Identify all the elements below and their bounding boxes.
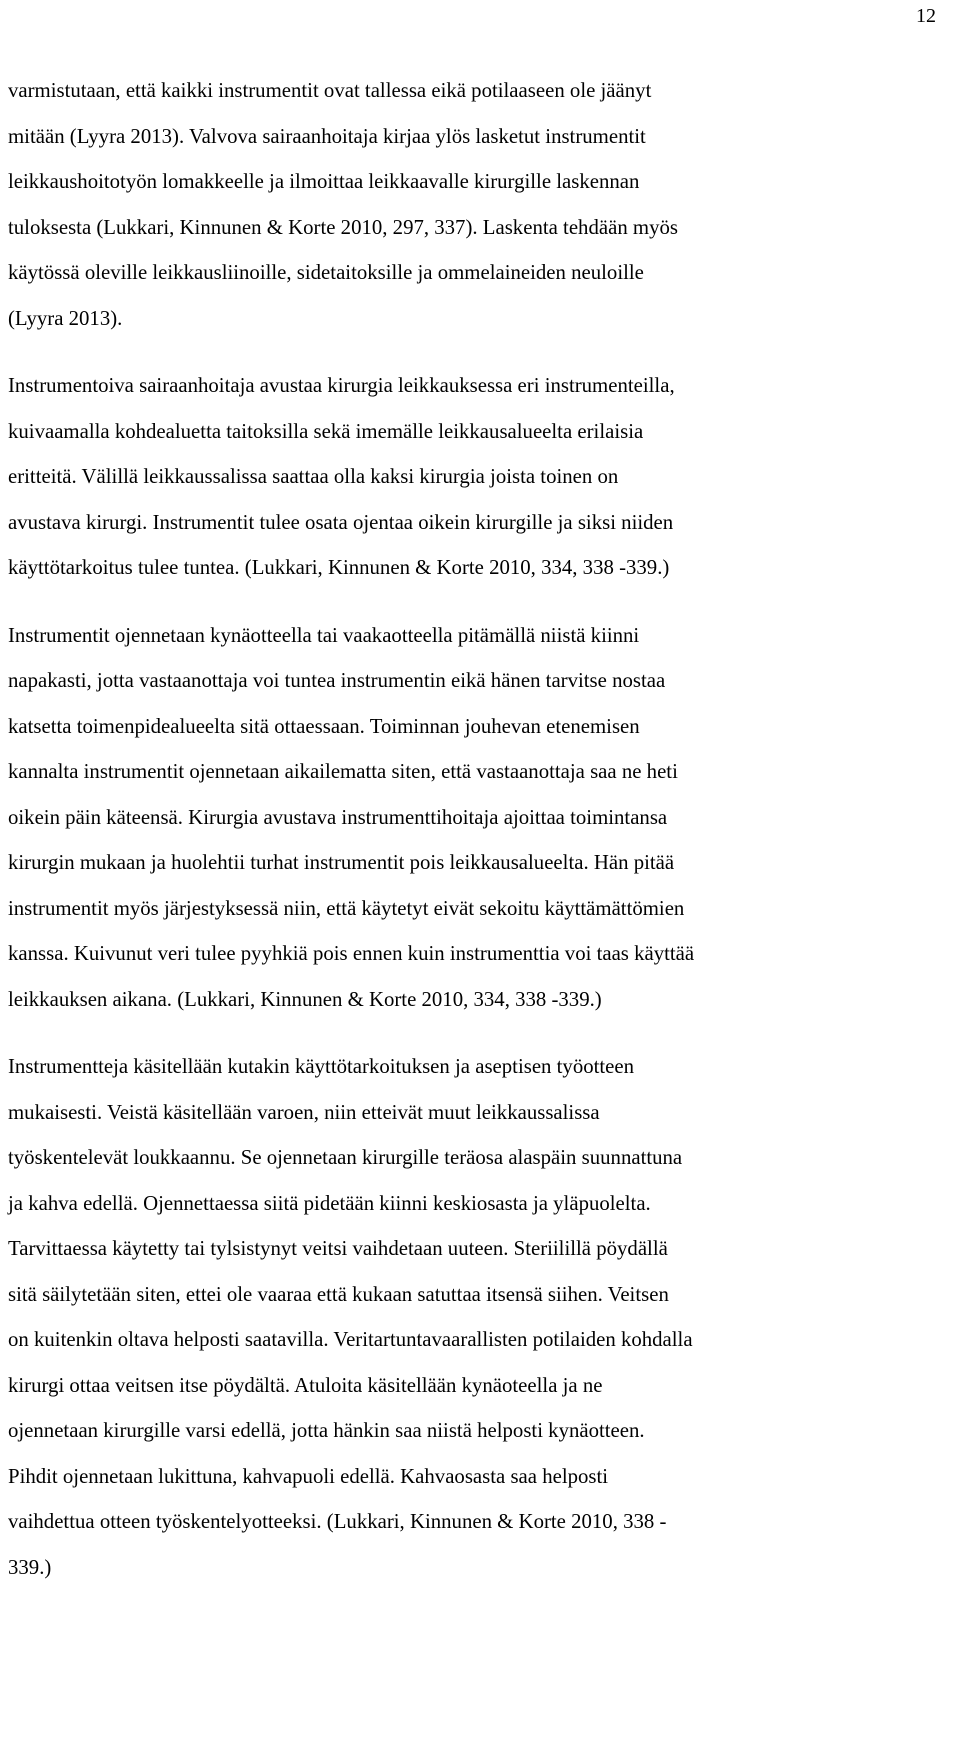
text-line: ojennetaan kirurgille varsi edellä, jotta hänkin saa niistä helposti kynäotteen. [8, 1419, 645, 1442]
text-line: leikkauksen aikana. (Lukkari, Kinnunen & Korte 2010, 334, 338 -339.) [8, 987, 602, 1011]
text-line: käytössä oleville leikkausliinoille, sidetaitoksille ja ommelaineiden neuloille [8, 261, 644, 284]
text-line: sitä säilytetään siten, ettei ole vaaraa että kukaan satuttaa itsensä siihen. Veitsen [8, 1282, 669, 1306]
text-line: leikkaushoitotyön lomakkeelle ja ilmoittaa leikkaavalle kirurgille laskennan [8, 170, 640, 193]
text-line: katsetta toimenpidealueelta sitä ottaessaan. Toiminnan jouhevan etenemisen [8, 714, 640, 738]
text-line: Instrumentoiva sairaanhoitaja avustaa kirurgia leikkauksessa eri instrumenteilla, [8, 374, 675, 397]
text-line: kuivaamalla kohdealuetta taitoksilla sekä imemälle leikkausalueelta erilaisia [8, 419, 644, 443]
text-line: eritteitä. Välillä leikkaussalissa saattaa olla kaksi kirurgia joista toinen on [8, 465, 619, 488]
text-line: mukaisesti. Veistä käsitellään varoen, niin etteivät muut leikkaussalissa [8, 1100, 600, 1124]
text-line: työskentelevät loukkaannu. Se ojennetaan kirurgille teräosa alaspäin suunnattuna [8, 1146, 683, 1169]
text-line: kirurgi ottaa veitsen itse pöydältä. Atuloita käsitellään kynäoteella ja ne [8, 1373, 603, 1397]
paragraph-2 [8, 363, 953, 591]
text-line: instrumentit myös järjestyksessä niin, että käytetyt eivät sekoitu käyttämättömien [8, 896, 685, 920]
text-line: varmistutaan, että kaikki instrumentit ovat tallessa eikä potilaaseen ole jäänyt [8, 79, 652, 102]
text-line: käyttötarkoitus tulee tuntea. (Lukkari, Kinnunen & Korte 2010, 334, 338 -339.) [8, 556, 670, 579]
text-line: on kuitenkin oltava helposti saatavilla. Veritartuntavaarallisten potilaiden kohdalla [8, 1328, 693, 1351]
text-line: ja kahva edellä. Ojennettaessa siitä pidetään kiinni keskiosasta ja yläpuolelta. [8, 1191, 651, 1215]
paragraph-1 [8, 68, 953, 341]
text-line: 339.) [8, 1555, 52, 1579]
paragraph-4 [8, 1044, 953, 1590]
text-line: avustava kirurgi. Instrumentit tulee osata ojentaa oikein kirurgille ja siksi niiden [8, 510, 674, 534]
text-line: vaihdettua otteen työskentelyotteeksi. (Lukkari, Kinnunen & Korte 2010, 338 - [8, 1510, 667, 1533]
text-line: napakasti, jotta vastaanottaja voi tuntea instrumentin eikä hänen tarvitse nostaa [8, 669, 666, 692]
text-line: oikein päin käteensä. Kirurgia avustava instrumenttihoitaja ajoittaa toimintansa [8, 805, 668, 829]
text-line: Instrumentteja käsitellään kutakin käyttötarkoituksen ja aseptisen työotteen [8, 1055, 635, 1078]
text-line: Tarvittaessa käytetty tai tylsistynyt veitsi vaihdetaan uuteen. Steriilillä pöydällä [8, 1237, 668, 1260]
text-line: Instrumentit ojennetaan kynäotteella tai vaakaotteella pitämällä niistä kiinni [8, 623, 640, 647]
text-line: kannalta instrumentit ojennetaan aikailematta siten, että vastaanottaja saa ne heti [8, 760, 678, 783]
text-line: (Lyyra 2013). [8, 306, 123, 330]
paragraph-3 [8, 613, 953, 1023]
text-line: mitään (Lyyra 2013). Valvova sairaanhoitaja kirjaa ylös lasketut instrumentit [8, 124, 646, 148]
document-body [8, 68, 953, 1590]
text-line: kirurgin mukaan ja huolehtii turhat instrumentit pois leikkausalueelta. Hän pitää [8, 851, 675, 874]
text-line: Pihdit ojennetaan lukittuna, kahvapuoli edellä. Kahvaosasta saa helposti [8, 1464, 609, 1488]
page-number: 12 [916, 5, 936, 27]
text-line: tuloksesta (Lukkari, Kinnunen & Korte 2010, 297, 337). Laskenta tehdään myös [8, 215, 678, 239]
text-line: kanssa. Kuivunut veri tulee pyyhkiä pois ennen kuin instrumenttia voi taas käyttää [8, 942, 695, 965]
